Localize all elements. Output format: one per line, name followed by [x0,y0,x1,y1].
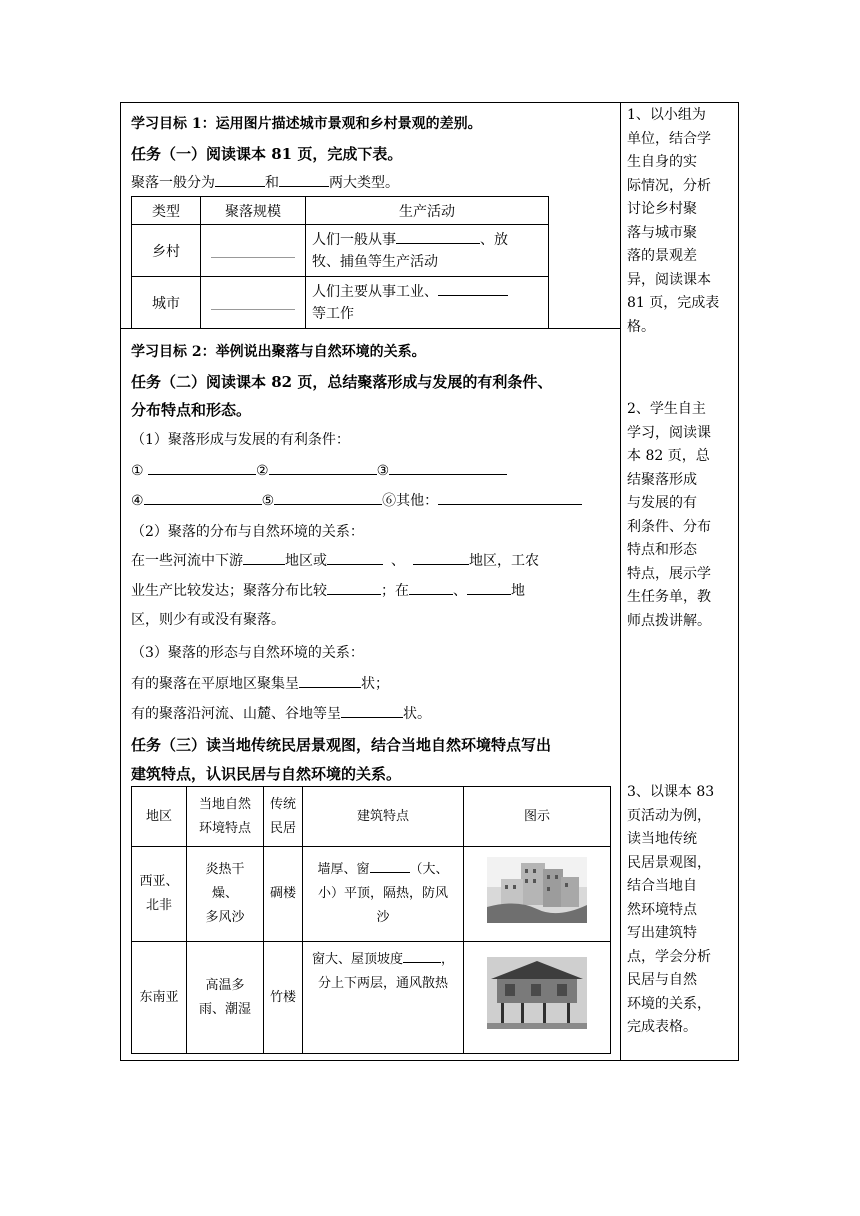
side-line: 本 82 页，总 [627,448,710,464]
side-line: 讨论乡村聚 [627,201,697,217]
outer-left-border [120,102,121,1061]
activity-text: 人们主要从事工业、 [312,283,438,300]
blank-field[interactable] [396,229,480,244]
blank-field[interactable] [269,460,377,475]
intro-text-c: 两大类型。 [329,175,399,191]
cell-text: 雨、潮湿 [198,1001,251,1017]
side-line: 单位，结合学 [627,130,711,147]
intro-text-a: 聚落一般分为 [131,175,215,191]
task1-heading: 任务（一）阅读课本 81 页，完成下表。 [131,145,403,163]
task2-heading-line2: 分布特点和形态。 [131,401,252,419]
side-line: 然环境特点 [627,901,697,918]
side-line: 与发展的有 [627,495,697,511]
item-marker: ① [131,463,144,479]
side-line: 特点和形态 [627,542,697,558]
text-span: 在一些河流中下游 [131,553,243,569]
outer-top-border [120,102,739,103]
blank-field[interactable] [409,580,453,595]
side-line: 结合当地自 [627,878,697,894]
header-text: 传统 [270,796,297,812]
side-line: 落与城市聚 [627,224,697,241]
item-marker: ③ [376,463,390,479]
activity-text: 等工作 [312,305,354,322]
subtitle-form: （3）聚落的形态与自然环境的关系： [131,645,364,661]
side-line: 特点，展示学 [627,565,711,582]
subtitle-distribution: （2）聚落的分布与自然环境的关系： [131,524,364,540]
conditions-line1 [131,460,507,481]
goal2-title: 学习目标 2：举例说出聚落与自然环境的关系。 [131,344,426,360]
side-line: 落的景观差 [627,248,697,264]
item-marker: ⑤ [261,493,275,509]
header-text: 当地自然 [198,796,251,812]
side-line: 格。 [627,318,655,335]
text-span: 、 [453,583,467,599]
blank-field[interactable] [274,490,382,505]
text-span: 状； [361,676,389,692]
settlement-types-line [131,172,399,193]
cell-text: 多风沙 [205,910,245,925]
side-line: 生任务单，教 [627,589,711,605]
cell-text: 小）平顶，隔热，防风 [317,886,448,901]
side-note-1 [627,104,735,339]
header-text: 环境特点 [198,820,251,836]
side-line: 结聚落形成 [627,471,697,488]
activity-cell [306,277,549,329]
scale-blank-cell[interactable] [201,277,306,329]
blank-field[interactable] [327,550,383,565]
intro-text-b: 和 [265,175,279,191]
header-text: 民居 [270,820,297,836]
environment-cell [187,942,264,1054]
side-line: 81 页，完成表 [627,295,720,311]
cell-text: 燥、 [211,886,238,901]
desert-building-photo [487,857,587,923]
row-type: 乡村 [132,225,201,277]
blank-field[interactable] [215,172,265,187]
column-divider [620,102,621,1061]
side-line: 读当地传统 [627,831,697,847]
blank-field[interactable] [438,490,582,505]
header-dwelling [264,787,303,847]
dwelling-cell: 竹楼 [264,942,303,1054]
form-line2 [131,703,431,724]
side-line: 际情况，分析 [627,177,711,194]
side-line: 民居与自然 [627,972,697,988]
scale-blank-cell[interactable] [201,225,306,277]
item-marker: ④ [131,493,144,509]
task3-heading-line2: 建筑特点，认识民居与自然环境的关系。 [131,765,402,783]
activity-text: 、放 [480,231,508,248]
region-cell: 东南亚 [132,942,187,1054]
cell-text: 北非 [145,898,172,913]
side-line: 页活动为例， [627,807,711,824]
environment-cell [187,847,264,942]
blank-field[interactable] [243,550,285,565]
blank-field[interactable] [327,580,381,595]
side-line: 学习，阅读课 [627,424,711,441]
side-note-3 [627,781,735,1040]
image-cell [464,942,611,1054]
side-line: 点，学会分析 [627,948,711,965]
image-cell [464,847,611,942]
cell-text: 炎热干 [205,862,245,877]
cell-text: 分上下两层，通风散热 [317,976,448,991]
text-span: ；在 [381,583,409,599]
table-row [132,225,549,277]
blank-field[interactable] [403,950,441,963]
side-line: 环境的关系， [627,995,711,1012]
text-span: 地 [511,583,525,599]
cell-text: 沙 [376,910,390,925]
distribution-line1 [131,550,539,571]
side-note-2 [627,398,735,633]
blank-field[interactable] [438,281,508,296]
dwelling-cell: 碉楼 [264,847,303,942]
outer-bottom-border [120,1060,739,1061]
dwellings-table [131,786,611,1054]
side-line: 写出建筑特 [627,925,697,941]
task2-heading-line1: 任务（二）阅读课本 82 页，总结聚落形成与发展的有利条件、 [131,373,553,391]
activity-text: 牧、捕鱼等生产活动 [312,253,438,270]
side-line: 3、以课本 83 [627,784,715,800]
header-region: 地区 [132,787,187,847]
distribution-line3: 区，则少有或没有聚落。 [131,612,285,628]
task3-heading-line1: 任务（三）读当地传统民居景观图，结合当地自然环境特点写出 [131,736,552,754]
cell-text: 高温多 [205,977,245,993]
side-line: 异，阅读课本 [627,271,711,288]
table-row [132,847,611,942]
blank-field[interactable] [144,490,262,505]
text-span: 地区，工农 [469,553,539,569]
table-row [132,942,611,1054]
side-line: 1、以小组为 [627,107,706,123]
activity-cell [306,225,549,277]
cell-text: 窗大、屋顶坡度 [311,952,403,967]
header-features: 建筑特点 [303,787,464,847]
header-activity: 生产活动 [306,197,549,225]
text-span: 地区或 [285,553,327,569]
row-type: 城市 [132,277,201,329]
item-marker: ② [256,463,269,479]
side-line: 生自身的实 [627,154,697,170]
side-line: 师点拨讲解。 [627,612,711,629]
header-image: 图示 [464,787,611,847]
cell-text: 墙厚、窗 [317,862,370,877]
blank-field[interactable] [370,860,410,873]
cell-text: （大、 [409,862,449,877]
text-span: 有的聚落在平原地区聚集呈 [131,676,299,692]
side-line: 完成表格。 [627,1019,697,1035]
form-line1 [131,673,389,694]
features-cell [303,847,464,942]
activity-text: 人们一般从事 [312,231,396,248]
blank-field[interactable] [467,580,511,595]
side-line: 民居景观图， [627,854,711,871]
blank-field[interactable] [299,673,361,688]
outer-right-border [738,102,739,1061]
side-line: 利条件、分布 [627,518,711,535]
table-header-row [132,787,611,847]
blank-field[interactable] [341,703,403,718]
text-span: 有的聚落沿河流、山麓、谷地等呈 [131,706,341,722]
goal1-title: 学习目标 1：运用图片描述城市景观和乡村景观的差别。 [131,116,482,132]
header-scale: 聚落规模 [201,197,306,225]
features-cell [303,942,464,1054]
blank-field[interactable] [389,460,507,475]
text-span: 业生产比较发达；聚落分布比较 [131,583,327,599]
item-marker: ⑥其他： [382,493,439,509]
cell-text: ， [441,952,455,967]
text-span: 状。 [403,706,431,722]
side-line: 2、学生自主 [627,401,706,417]
text-span: 、 [391,553,405,569]
table-header-row [132,197,549,225]
header-type: 类型 [132,197,201,225]
cell-text: 西亚、 [139,874,179,889]
conditions-line2 [131,490,582,511]
table-row [132,277,549,329]
blank-field[interactable] [279,172,329,187]
blank-field[interactable] [413,550,469,565]
header-environment [187,787,264,847]
settlement-types-table [131,196,549,329]
stilt-house-photo [487,957,587,1029]
blank-field[interactable] [148,460,256,475]
subtitle-conditions: （1）聚落形成与发展的有利条件： [131,432,350,448]
region-cell [132,847,187,942]
distribution-line2 [131,580,525,601]
